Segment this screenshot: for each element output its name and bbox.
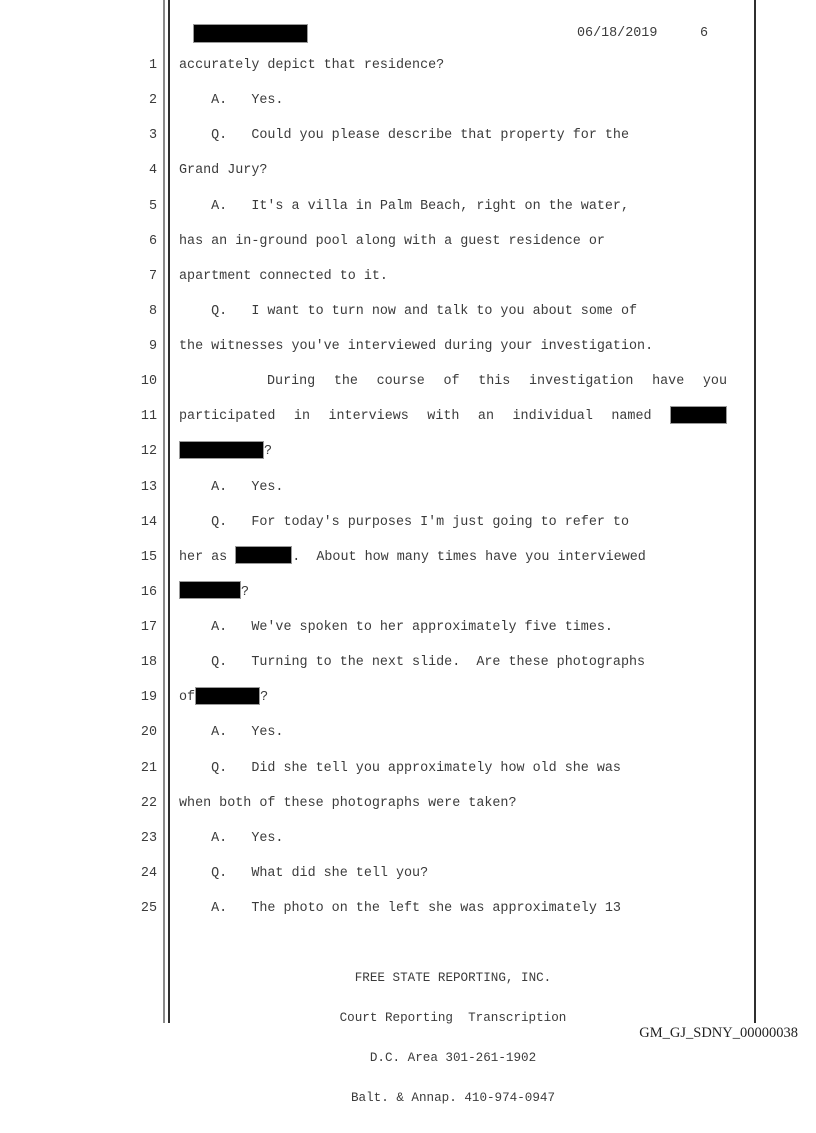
text-segment: ? (241, 584, 250, 600)
transcript-line (0, 329, 816, 364)
footer-phone-dc: D.C. Area 301-261-1902 (369, 1051, 537, 1066)
transcript-line (0, 399, 816, 434)
text-segment: the witnesses you've interviewed during your investigation. (179, 339, 654, 354)
transcript-line (0, 505, 816, 540)
header-page-number: 6 (700, 26, 709, 41)
transcript-line (0, 294, 816, 329)
line-text (179, 751, 621, 786)
text-segment: her as (179, 549, 236, 565)
line-text (179, 434, 272, 469)
line-text (179, 575, 249, 610)
line-text (179, 153, 267, 188)
text-segment: Q. For today's purposes I'm just going to refer to (179, 514, 629, 530)
redaction-bar (235, 546, 292, 564)
text-segment: A. Yes. (179, 725, 284, 741)
transcript-line (0, 575, 816, 610)
line-text (179, 399, 727, 434)
line-text (179, 891, 621, 926)
transcript-line (0, 856, 816, 891)
line-text (179, 540, 646, 575)
line-number: 17 (140, 620, 157, 635)
line-number: 3 (148, 128, 157, 144)
transcript-line (0, 680, 816, 715)
transcript-body (0, 48, 816, 926)
line-text (179, 118, 629, 153)
text-segment: A. Yes. (179, 830, 284, 846)
line-text (179, 610, 613, 645)
line-text (179, 680, 268, 715)
line-number: 19 (140, 690, 157, 706)
transcript-line (0, 364, 816, 399)
text-segment: Q. Could you please describe that property for the (179, 128, 629, 144)
line-number: 6 (148, 233, 157, 249)
line-number: 14 (140, 514, 157, 530)
line-number: 22 (140, 795, 157, 811)
line-number: 9 (148, 339, 157, 354)
text-segment: ? (260, 690, 269, 706)
line-number: 4 (148, 163, 157, 179)
text-segment: During the course of this investigation have you (267, 374, 727, 390)
line-number: 24 (140, 865, 157, 881)
line-text (179, 364, 727, 399)
line-text (179, 856, 428, 891)
text-segment: Grand Jury? (179, 163, 268, 179)
transcript-line (0, 751, 816, 786)
text-segment: participated in interviews with an individual named (179, 409, 670, 425)
footer-company: FREE STATE REPORTING, INC. (354, 970, 552, 985)
footer-phone-balt: Balt. & Annap. 410-974-0947 (350, 1091, 556, 1106)
line-number: 7 (148, 268, 157, 284)
transcript-line (0, 715, 816, 750)
text-segment: Q. What did she tell you? (179, 865, 429, 881)
text-segment: apartment connected to it. (179, 268, 388, 284)
line-number: 23 (140, 830, 157, 846)
text-segment: Q. Did she tell you approximately how old she was (179, 760, 621, 776)
text-segment: has an in-ground pool along with a guest residence or (179, 233, 605, 249)
text-segment: Q. Turning to the next slide. Are these photographs (179, 655, 646, 671)
line-text (179, 224, 605, 259)
text-segment: A. We've spoken to her approximately five times. (179, 620, 613, 635)
transcript-line (0, 434, 816, 469)
line-number: 1 (148, 58, 157, 73)
line-text (179, 329, 653, 364)
line-number: 5 (148, 198, 157, 214)
line-number: 2 (148, 93, 157, 109)
header-date: 06/18/2019 (577, 26, 658, 41)
transcript-line (0, 83, 816, 118)
text-segment: when both of these photographs were taken? (179, 795, 517, 811)
transcript-line (0, 118, 816, 153)
transcript-line (0, 540, 816, 575)
line-number: 10 (140, 374, 157, 390)
line-number: 18 (140, 655, 157, 671)
line-text (179, 294, 637, 329)
text-segment: Q. I want to turn now and talk to you about some of (179, 303, 638, 319)
transcript-line (0, 786, 816, 821)
line-number: 12 (140, 444, 157, 460)
text-segment: A. It's a villa in Palm Beach, right on the water, (179, 198, 629, 214)
line-number: 21 (140, 760, 157, 776)
line-text (179, 83, 283, 118)
bates-number: GM_GJ_SDNY_00000038 (639, 1025, 798, 1041)
transcript-line (0, 153, 816, 188)
line-text (179, 645, 645, 680)
line-text (179, 259, 388, 294)
text-segment: A. Yes. (179, 93, 284, 109)
transcript-line (0, 645, 816, 680)
line-text (179, 189, 629, 224)
redaction-bar (195, 687, 260, 705)
line-number: 15 (140, 549, 157, 565)
transcript-line (0, 48, 816, 83)
transcript-line (0, 259, 816, 294)
line-number: 11 (140, 409, 157, 425)
transcript-line (0, 189, 816, 224)
text-segment: A. The photo on the left she was approximately 13 (179, 901, 621, 916)
line-text (179, 821, 283, 856)
line-number: 20 (140, 725, 157, 741)
line-text (179, 505, 629, 540)
text-segment: A. Yes. (179, 479, 284, 495)
line-number: 8 (148, 303, 157, 319)
text-segment: of (179, 690, 196, 706)
transcript-line (0, 224, 816, 259)
text-segment: accurately depict that residence? (179, 58, 445, 73)
line-text (179, 715, 283, 750)
footer-services: Court Reporting Transcription (339, 1011, 567, 1026)
redaction-bar (179, 441, 264, 459)
line-text (179, 786, 517, 821)
transcript-line (0, 891, 816, 926)
header-redaction-bar (193, 24, 308, 43)
transcript-line (0, 821, 816, 856)
transcript-line (0, 610, 816, 645)
redaction-bar (670, 406, 727, 424)
text-segment: . About how many times have you interviewed (292, 549, 646, 565)
line-number: 13 (140, 479, 157, 495)
text-segment: ? (264, 444, 273, 460)
line-text (179, 48, 444, 83)
transcript-line (0, 470, 816, 505)
redaction-bar (179, 581, 241, 599)
line-text (179, 470, 283, 505)
line-number: 25 (140, 901, 157, 916)
line-number: 16 (140, 584, 157, 600)
